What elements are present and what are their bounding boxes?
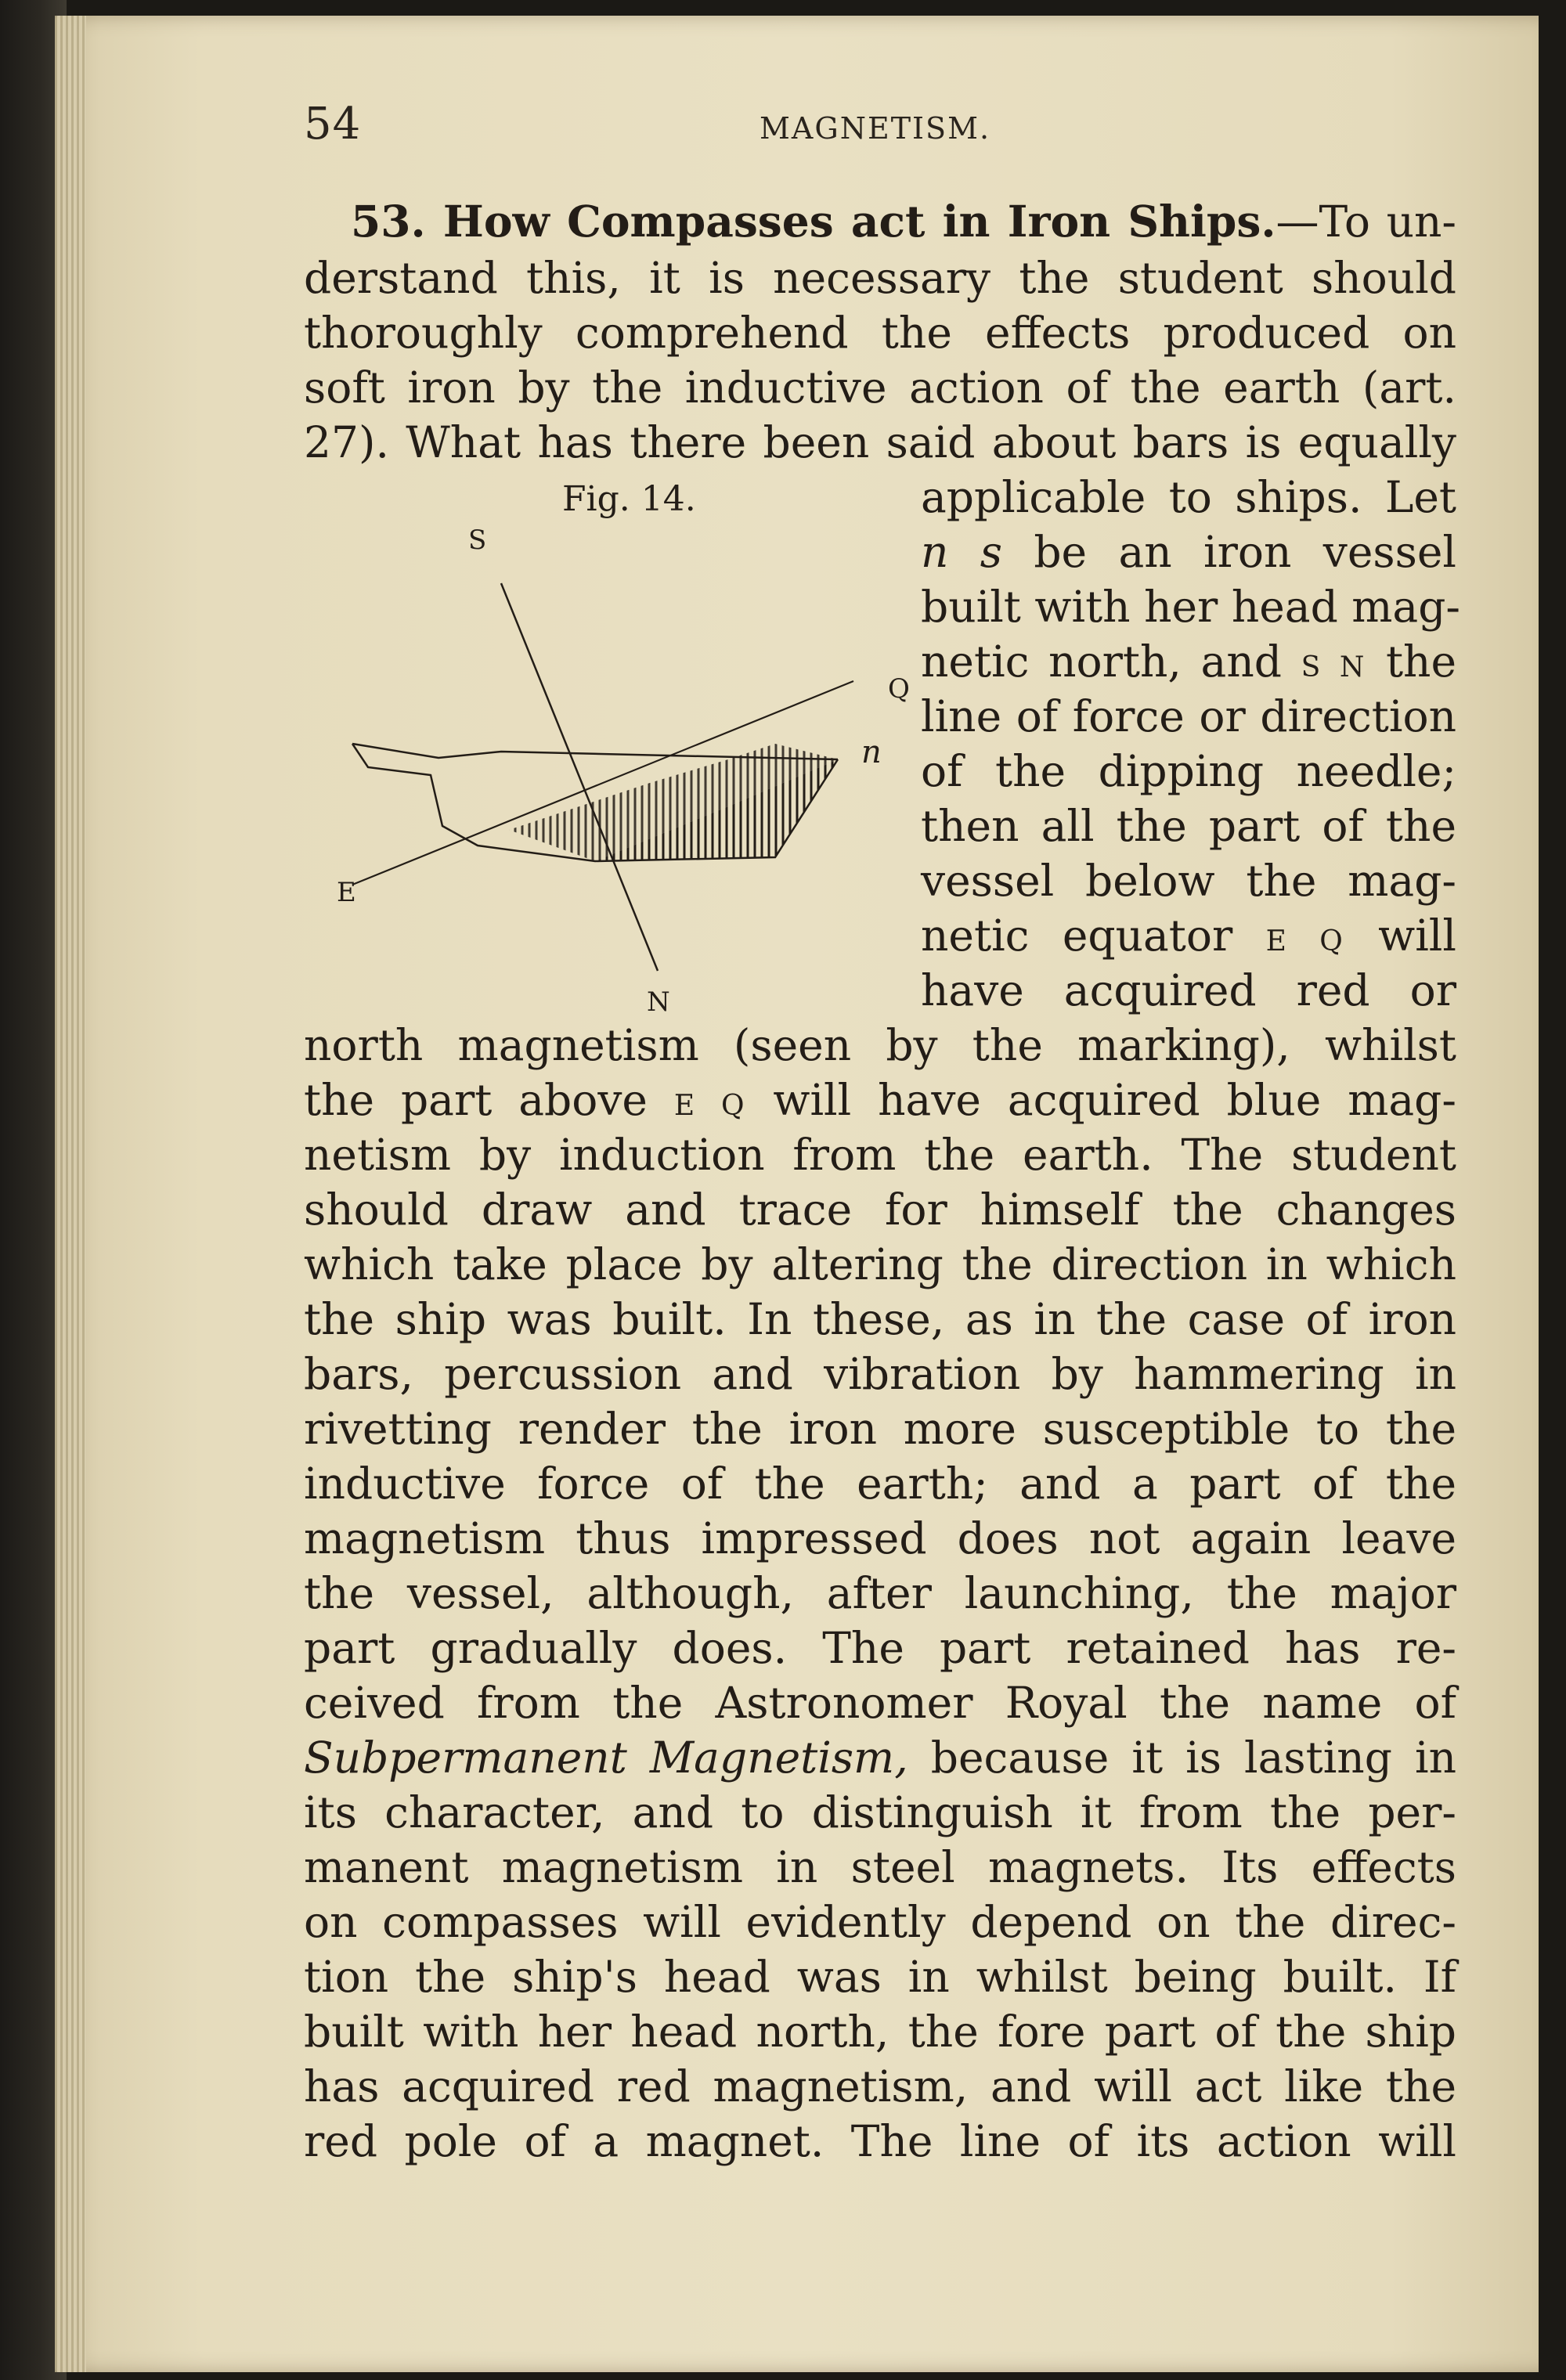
label-n: N [647, 986, 670, 1018]
ship-diagram [337, 509, 900, 1041]
narrow-line: netic north, and S N the [921, 636, 1457, 687]
body-line: has acquired red magnetism, and will act like the [304, 2061, 1456, 2111]
body-line [304, 1730, 1456, 1785]
narrow-line: netic equator E Q will [921, 911, 1456, 961]
figure-14 [337, 509, 910, 1041]
body-line: which take place by altering the direction in which [304, 1239, 1456, 1289]
line-of-force [501, 583, 658, 971]
body-line: inductive force of the earth; and a part of the [304, 1459, 1456, 1509]
label-s: S [468, 525, 487, 556]
body-line: the ship was built. In these, as in the case of iron [304, 1294, 1456, 1344]
body-line: its character, and to distinguish it from the per- [304, 1787, 1456, 1837]
label-q: Q [888, 673, 910, 705]
page-number: 54 [304, 99, 362, 150]
body-line: should draw and trace for himself the changes [304, 1185, 1456, 1235]
body-line: on compasses will evidently depend on the direc- [304, 1897, 1456, 1947]
section-heading-line [304, 194, 1456, 249]
body-line: red pole of a magnet. The line of its action will [304, 2116, 1456, 2166]
narrow-line: of the dipping needle; [921, 746, 1456, 796]
narrow-line: n s be an iron vessel [921, 527, 1456, 577]
body-line: bars, percussion and vibration by hammering in [304, 1349, 1456, 1399]
body-line: north magnetism (seen by the marking), whilst [304, 1020, 1456, 1070]
section-heading: 53. How Compasses act in Iron Ships. [351, 196, 1276, 247]
label-n-italic: n [861, 734, 882, 770]
italic-line-rest: because it is lasting in [907, 1733, 1456, 1783]
narrow-line: applicable to ships. Let [921, 472, 1456, 522]
narrow-line: then all the part of the [921, 801, 1456, 851]
body-line: magnetism thus impressed does not again leave [304, 1513, 1456, 1563]
body-line: thoroughly comprehend the effects produced on [304, 308, 1456, 358]
narrow-line: built with her head mag- [921, 582, 1461, 632]
body-line: manent magnetism in steel magnets. Its effects [304, 1842, 1456, 1892]
running-title: MAGNETISM. [760, 111, 991, 146]
body-line: ceived from the Astronomer Royal the name of [304, 1678, 1456, 1728]
page-edges [55, 16, 86, 2372]
body-line: rivetting render the iron more susceptible to the [304, 1404, 1456, 1454]
label-e: E [337, 877, 356, 908]
body-line: derstand this, it is necessary the student should [304, 253, 1456, 303]
body-line: the vessel, although, after launching, the major [304, 1568, 1456, 1618]
body-line: netism by induction from the earth. The student [304, 1130, 1456, 1180]
body-line: tion the ship's head was in whilst being built. If [304, 1952, 1456, 2002]
narrow-line: line of force or direction [921, 691, 1456, 741]
body-line: soft iron by the inductive action of the earth (art. [304, 362, 1456, 413]
figure-caption: Fig. 14. [562, 479, 696, 519]
narrow-line: have acquired red or [921, 965, 1456, 1015]
body-line: part gradually does. The part retained has re- [304, 1623, 1456, 1673]
italic-term: Subpermanent Magnetism, [304, 1733, 908, 1783]
body-line: 27). What has there been said about bars is equally [304, 417, 1456, 467]
narrow-line: vessel below the mag- [921, 856, 1456, 906]
body-line: built with her head north, the fore part of the ship [304, 2007, 1456, 2057]
section-intro: —To un- [1276, 197, 1456, 247]
body-line: the part above E Q will have acquired blue mag- [304, 1075, 1456, 1125]
